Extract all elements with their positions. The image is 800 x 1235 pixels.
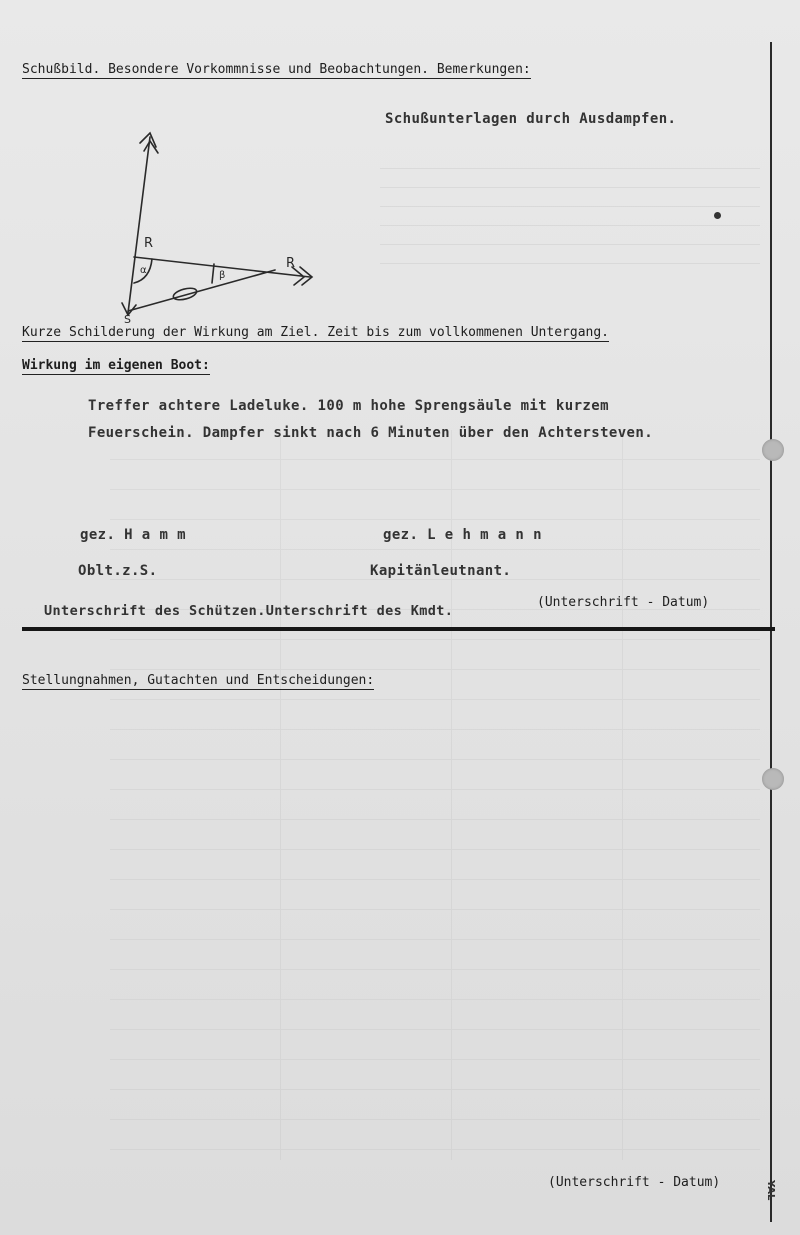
right-margin-line <box>770 42 772 1222</box>
sketch-angle-beta-mark <box>212 264 214 283</box>
shot-sketch <box>110 125 330 325</box>
sketch-label-r: R <box>144 236 154 251</box>
sketch-label-beta: β <box>219 270 226 281</box>
sketch-torpedo-track <box>128 270 275 311</box>
heading-opinions: Stellungnahmen, Gutachten und Entscheidungen: <box>22 673 375 688</box>
footer-date-caption: (Unterschrift - Datum) <box>548 1175 721 1190</box>
commander-signature: gez. L e h m a n n <box>383 527 542 543</box>
punch-hole-bottom <box>762 768 784 790</box>
archive-stamp: YAL <box>765 1180 776 1201</box>
signature-caption: Unterschrift des Schützen.Unterschrift des Kmdt. <box>44 603 454 619</box>
heading-target-effect: Kurze Schilderung der Wirkung am Ziel. Zeit bis zum vollkommenen Untergang. <box>22 325 609 340</box>
effect-line-1: Treffer achtere Ladeluke. 100 m hohe Sprengsäule mit kurzem <box>88 398 609 414</box>
heading-own-boat: Wirkung im eigenen Boot: <box>22 358 210 373</box>
section-divider <box>22 627 775 631</box>
sketch-label-alpha: α <box>140 265 147 276</box>
bleed-through-texture <box>380 150 760 280</box>
sketch-torpedo <box>172 286 198 302</box>
effect-line-2: Feuerschein. Dampfer sinkt nach 6 Minuten über den Achtersteven. <box>88 425 654 441</box>
signature-date-caption: (Unterschrift - Datum) <box>537 595 710 610</box>
sketch-label-s: S <box>124 313 131 325</box>
sketch-label-r2: R <box>286 256 296 271</box>
commander-rank: Kapitänleutnant. <box>370 563 512 579</box>
heading-shot-pattern: Schußbild. Besondere Vorkommnisse und Beobachtungen. Bemerkungen: <box>22 62 531 77</box>
shooter-signature: gez. H a m m <box>80 527 186 543</box>
remarks-text: Schußunterlagen durch Ausdampfen. <box>385 111 677 127</box>
ink-dot <box>714 212 721 219</box>
shooter-rank: Oblt.z.S. <box>78 563 158 579</box>
sketch-course-line <box>128 137 150 313</box>
punch-hole-top <box>762 439 784 461</box>
